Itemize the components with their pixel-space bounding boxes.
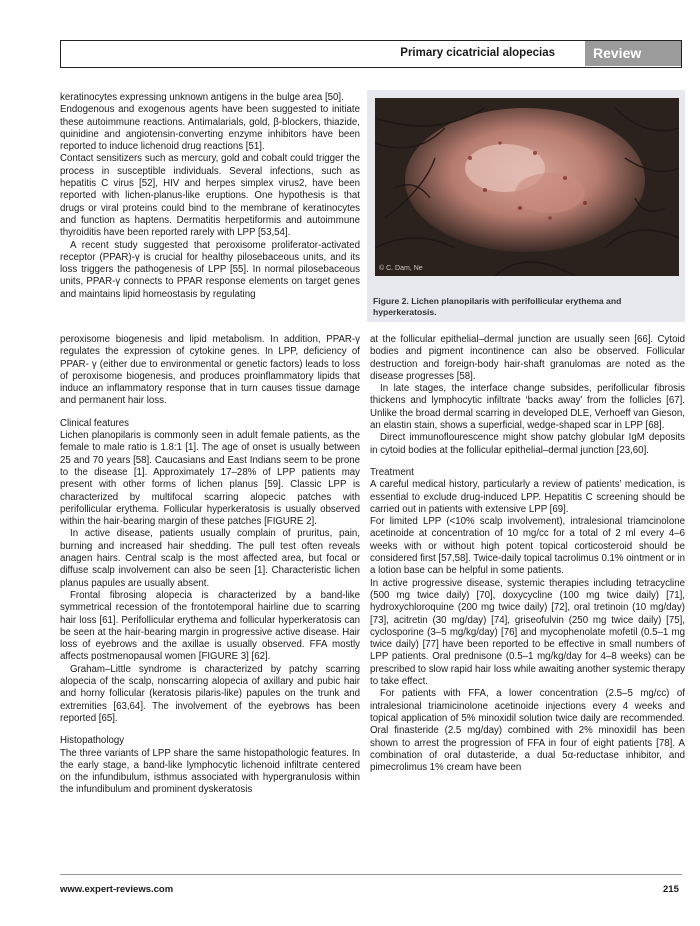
review-tab: Review [585, 41, 681, 66]
paragraph: Frontal fibrosing alopecia is characterized by a band-like symmetrical recession of the frontotemporal hairline due to scarring hair loss [61]. Perifollicular erythema and follicular hyperkeratosis can be seen at the hair-bearing margin in progressive active disease. Hair loss of eyebrows and the axillae is usually observed. FFA mostly affects postmenopausal women [FIGURE 3] [62]. [60, 589, 360, 663]
paragraph: Direct immunoflourescence might show patchy globular IgM deposits in cytoid bodies at the follicular epithelial–dermal junction [23,60]. [370, 432, 685, 456]
running-header [60, 40, 682, 68]
paragraph: Lichen planopilaris is commonly seen in adult female patients, as the female to male ratio is 1.8:1 [1]. The age of onset is usually between 25 and 70 years [58]. Caucasians and East Indians seem to be prone to the disease [1]. Approximately 17–28% of LPP patients may present with other forms of lichen planus [59]. Classic LPP is characterized by multifocal scarring alopecic patches with perifollicular erythema. Follicular hyperkeratosis is usually observed within the hair-bearing margin of these patches [FIGURE 2]. [60, 430, 360, 528]
paragraph: For limited LPP (<10% scalp involvement), intralesional triamcinolone acetinoide at concentration of 10 mg/cc for a total of 2 ml every 4–6 weeks with or without high potent topical corticosteroid should be considered first [57,58]. Twice-daily topical tacrolimus 0.1% ointment or in a lotion base can be helpful in some patients. [370, 516, 685, 577]
figure-caption: Figure 2. Lichen planopilaris with perifollicular erythema and hyperkeratosis. [373, 296, 622, 317]
header-title: Primary cicatricial alopecias [400, 47, 555, 59]
footer-rule [60, 874, 682, 875]
paragraph: A recent study suggested that peroxisome proliferator-activated receptor (PPAR)-γ is crucial for healthy pilosebaceous units, and its loss triggers the pathogenesis of LPP [55]. In normal pilosebaceous units, PPAR-γ connects to PPAR response elements on target genes and maintains lipid homeostasis by regulating [60, 239, 360, 300]
figure-2 [367, 90, 685, 322]
paragraph: keratinocytes expressing unknown antigens in the bulge area [50]. [60, 92, 344, 103]
paragraph: peroxisome biogenesis and lipid metabolism. In addition, PPAR-γ regulates the expression of cytokine genes. In LPP, deficiency of PPAR- γ (either due to environmental or genetic factors) leads to loss of peroxisome biogenesis, and produces proinflammatory lipids that induce an inflammatory response that in turn causes tissue damage and permanent hair loss. [60, 334, 360, 407]
paragraph: Contact sensitizers such as mercury, gold and cobalt could trigger the process in susceptible individuals. Several infections, such as hepatitis C virus [52], HIV and herpes simplex virus2, have been reported with lichen-planus-like eruptions. One hypothesis is that drugs or viral proteins could bind to the membrane of keratinocytes and function as haptens. Dermatitis herpetiformis and autoimmune thyroiditis have been reported rarely with LPP [53,54]. [60, 153, 360, 239]
scalp-image [375, 98, 679, 276]
paragraph: Endogenous and exogenous agents have been suggested to initiate these autoimmune reactions. Antimalarials, gold, β-blockers, thiazide, quinidine and angiotensin-converting enzyme inhibitors have been reported to induce lichenoid drug reactions [51]. [60, 104, 360, 153]
paragraph: In active disease, patients usually complain of pruritus, pain, burning and increased hair shedding. The pull test often reveals anagen hairs. Central scalp is the most affected area, but focal or diffuse scalp involvement can also be seen [1]. Characteristic lichen planus papules are usually absent. [60, 528, 360, 589]
paragraph: Graham–Little syndrome is characterized by patchy scarring alopecia of the scalp, nonscarring alopecia of axillary and pubic hair and horny follicular (keratosis pilaris-like) papules on the trunk and extremities [63,64]. The involvement of the eyebrows has been reported [65]. [60, 663, 360, 724]
paragraph: In late stages, the interface change subsides, perifollicular fibrosis thickens and lymphocytic infiltrate ‘backs away’ from the follicles [67]. Unlike the broad dermal scarring in developed DLE, Verhoeff van Gieson, an elastin stain, shows a superficial, wedge-shaped scar in LPP [68]. [370, 383, 685, 432]
photo-watermark: © C. Dam, Ne [379, 265, 423, 272]
section-heading-histopathology: Histopathology [60, 735, 125, 747]
section-heading-treatment: Treatment [370, 466, 414, 478]
paragraph: The three variants of LPP share the same histopathologic features. In the early stage, a band-like lymphocytic lichenoid infiltrate centered on the infundibulum, isthmus associated with hypergranulosis within the infundibulum and prominent dyskeratosis [60, 747, 360, 796]
footer-url: www.expert-reviews.com [60, 884, 174, 895]
paragraph: at the follicular epithelial–dermal junction are usually seen [66]. Cytoid bodies and pigment incontinence can also be observed. Follicular destruction and foreign-body hair-shaft granulomas are noted as the disease progresses [58]. [370, 334, 685, 382]
paragraph: In active progressive disease, systemic therapies including tetracycline (500 mg twice daily) [70], doxycycline (100 mg twice daily) [71], hydroxychloroquine (200 mg twice daily) [72], oral tretinoin (10 mg/day) [73], acitretin (30 mg/day) [74], griseofulvin (250 mg twice daily) [75], cyclosporine (3–5 mg/kg/day) [76] and mycophenolate mofetil (0.5–1 mg twice daily) [77] have been reported to be effective in small numbers of LPP patients. Oral prednisone (0.5–1 mg/kg/day for 4–8 weeks) can be prescribed to slow rapid hair loss while awaiting another systemic therapy to take effect. [370, 577, 685, 688]
page-number: 215 [663, 884, 679, 895]
scalp-photo [375, 98, 679, 276]
paragraph: A careful medical history, particularly a review of patients’ medication, is essential to exclude drug-induced LPP. Hepatitis C screening should be carried out in patients with extensive LPP [69]. [370, 479, 685, 515]
paragraph: For patients with FFA, a lower concentration (2.5–5 mg/cc) of intralesional triamicinolone acetinoide injections every 4 weeks and topical application of 5% minoxidil solution twice daily are recommended. Oral finasteride (2.5 mg/day) combined with 2% minoxidil has been shown to arrest the progression of FFA in four of eight patients [78]. A combination of oral dutasteride, a dual 5α-reductase inhibitor, and pimecrolimus 1% cream have been [370, 688, 685, 774]
left-column-bottom [60, 334, 360, 797]
left-column-top [60, 92, 360, 301]
section-heading-clinical: Clinical features [60, 417, 129, 429]
right-column [370, 334, 685, 774]
